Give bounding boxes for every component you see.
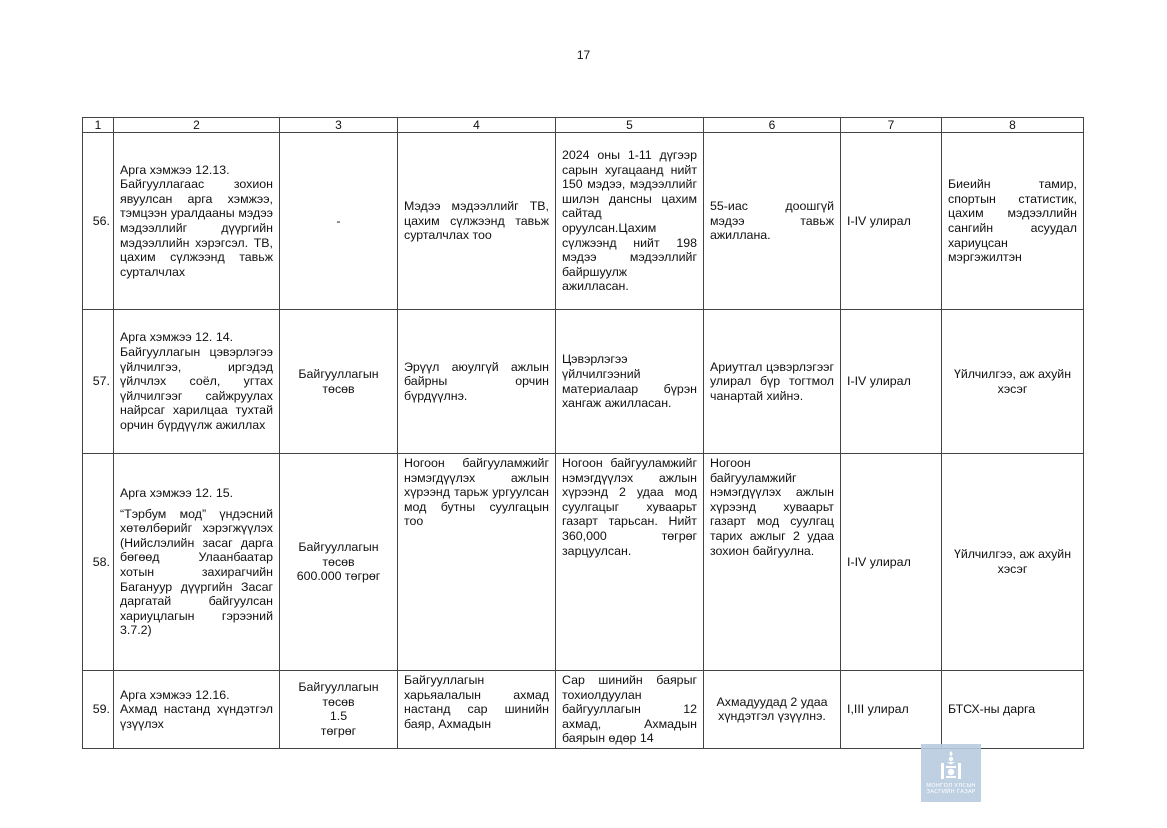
column-header: 2 (114, 118, 280, 133)
activity-cell: Ногоон байгууламжийг нэмэгдүүлэх ажлын хүрээнд тарьж ургуулсан мод бутны суулгацын тоо (398, 454, 556, 671)
activity-cell: Мэдээ мэдээллийг ТВ, цахим сүлжээнд тавьж сурталчлах тоо (398, 133, 556, 310)
column-header: 7 (841, 118, 942, 133)
responsible-cell: Үйлчилгээ, аж ахуйн хэсэг (942, 454, 1084, 671)
row-number: 57. (83, 310, 114, 454)
action-plan-table (82, 117, 1084, 749)
period-cell: I,III улирал (841, 671, 942, 749)
column-header: 6 (704, 118, 841, 133)
period-cell: I-IV улирал (841, 310, 942, 454)
target-cell: Ахмадуудад 2 удаа хүндэтгэл үзүүлнэ. (704, 671, 841, 749)
activity-cell: Эрүүл аюулгүй ажлын байрны орчин бүрдүүлнэ. (398, 310, 556, 454)
table-row (83, 671, 1084, 749)
logo-text-line1: МОНГОЛ УЛСЫН (926, 783, 976, 789)
period-cell: I-IV улирал (841, 133, 942, 310)
header-row (83, 118, 1084, 133)
result-cell: Цэвэрлэгээ үйлчилгээний материалаар бүрэн хангаж ажилласан. (556, 310, 704, 454)
responsible-cell: Биеийн тамир, спортын статистик, цахим мэдээллийн сангийн асуудал хариуцсан мэргэжилтэн (942, 133, 1084, 310)
column-header: 1 (83, 118, 114, 133)
measure-cell: Арга хэмжээ 12. 14. Байгууллагын цэвэрлэгээ үйлчилгээ, иргэдэд үйлчлэх соёл, угтах үйлчилгээг сайжруулах найрсаг харилцаа тухтай орчин бүрдүүлж ажиллах (114, 310, 280, 454)
measure-title: Арга хэмжээ 12. 15. (120, 486, 234, 501)
table-row (83, 454, 1084, 671)
result-cell: Ногоон байгууламжийг нэмэгдүүлэх ажлын хүрээнд 2 удаа мод суулгацыг хуваарьт газарт тарьсан. Нийт 360,000 төгрөг зарцуулсан. (556, 454, 704, 671)
logo-text-line2: ЗАСГИЙН ГАЗАР (926, 789, 976, 795)
budget-cell: - (280, 133, 398, 310)
row-number: 58. (83, 454, 114, 671)
target-cell: Ногоон байгууламжийг нэмэгдүүлэх ажлын хүрээнд хуваарьт газарт мод суулгац тарих ажлыг 2 удаа зохион байгуулна. (704, 454, 841, 671)
measure-cell (114, 454, 280, 671)
government-seal-logo (921, 744, 981, 802)
page-number: 17 (576, 48, 591, 62)
period-cell: I-IV улирал (841, 454, 942, 671)
responsible-cell: Үйлчилгээ, аж ахуйн хэсэг (942, 310, 1084, 454)
activity-cell: Байгууллагын харьяалалын ахмад настанд сар шинийн баяр, Ахмадын (398, 671, 556, 749)
column-header: 3 (280, 118, 398, 133)
budget-cell: Байгууллагын төсөв 1.5 төгрөг (280, 671, 398, 749)
column-header: 5 (556, 118, 704, 133)
column-header: 4 (398, 118, 556, 133)
result-cell: 2024 оны 1-11 дүгээр сарын хугацаанд нийт 150 мэдээ, мэдээллийг шилэн дансны цахим сайтад оруулсан.Цахим сүлжээнд нийт 198 мэдээ мэдээллийг байршуулж ажилласан. (556, 133, 704, 310)
soyombo-icon (938, 750, 964, 780)
budget-cell: Байгууллагын төсөв 600.000 төгрөг (280, 454, 398, 671)
row-number: 56. (83, 133, 114, 310)
table-row (83, 310, 1084, 454)
measure-text: “Тэрбум мод” үндэсний хөтөлбөрийг хэрэгжүүлэх (Нийслэлийн засаг дарга бөгөөд Улаанбаатар хотын захирагчийн Багануур дүүргийн Засаг даргатай байгуулсан хариуцлагын гэрээний 3.7.2) (120, 506, 273, 638)
budget-cell: Байгууллагын төсөв (280, 310, 398, 454)
measure-cell: Арга хэмжээ 12.13. Байгууллагаас зохион явуулсан арга хэмжээ, тэмцээн уралдааны мэдээ мэдээллийг дүүргийн мэдээллийн хэрэгсэл. ТВ, цахим сүлжээнд тавьж сурталчлах (114, 133, 280, 310)
target-cell: 55-иас доошгүй мэдээ тавьж ажиллана. (704, 133, 841, 310)
target-cell: Ариутгал цэвэрлэгээг улирал бүр тогтмол чанартай хийнэ. (704, 310, 841, 454)
table-row (83, 133, 1084, 310)
column-header: 8 (942, 118, 1084, 133)
result-cell: Сар шинийн баярыг тохиолдуулан байгууллагын 12 ахмад, Ахмадын баярын өдөр 14 (556, 671, 704, 749)
responsible-cell: БТСХ-ны дарга (942, 671, 1084, 749)
measure-cell: Арга хэмжээ 12.16. Ахмад настанд хүндэтгэл үзүүлэх (114, 671, 280, 749)
row-number: 59. (83, 671, 114, 749)
